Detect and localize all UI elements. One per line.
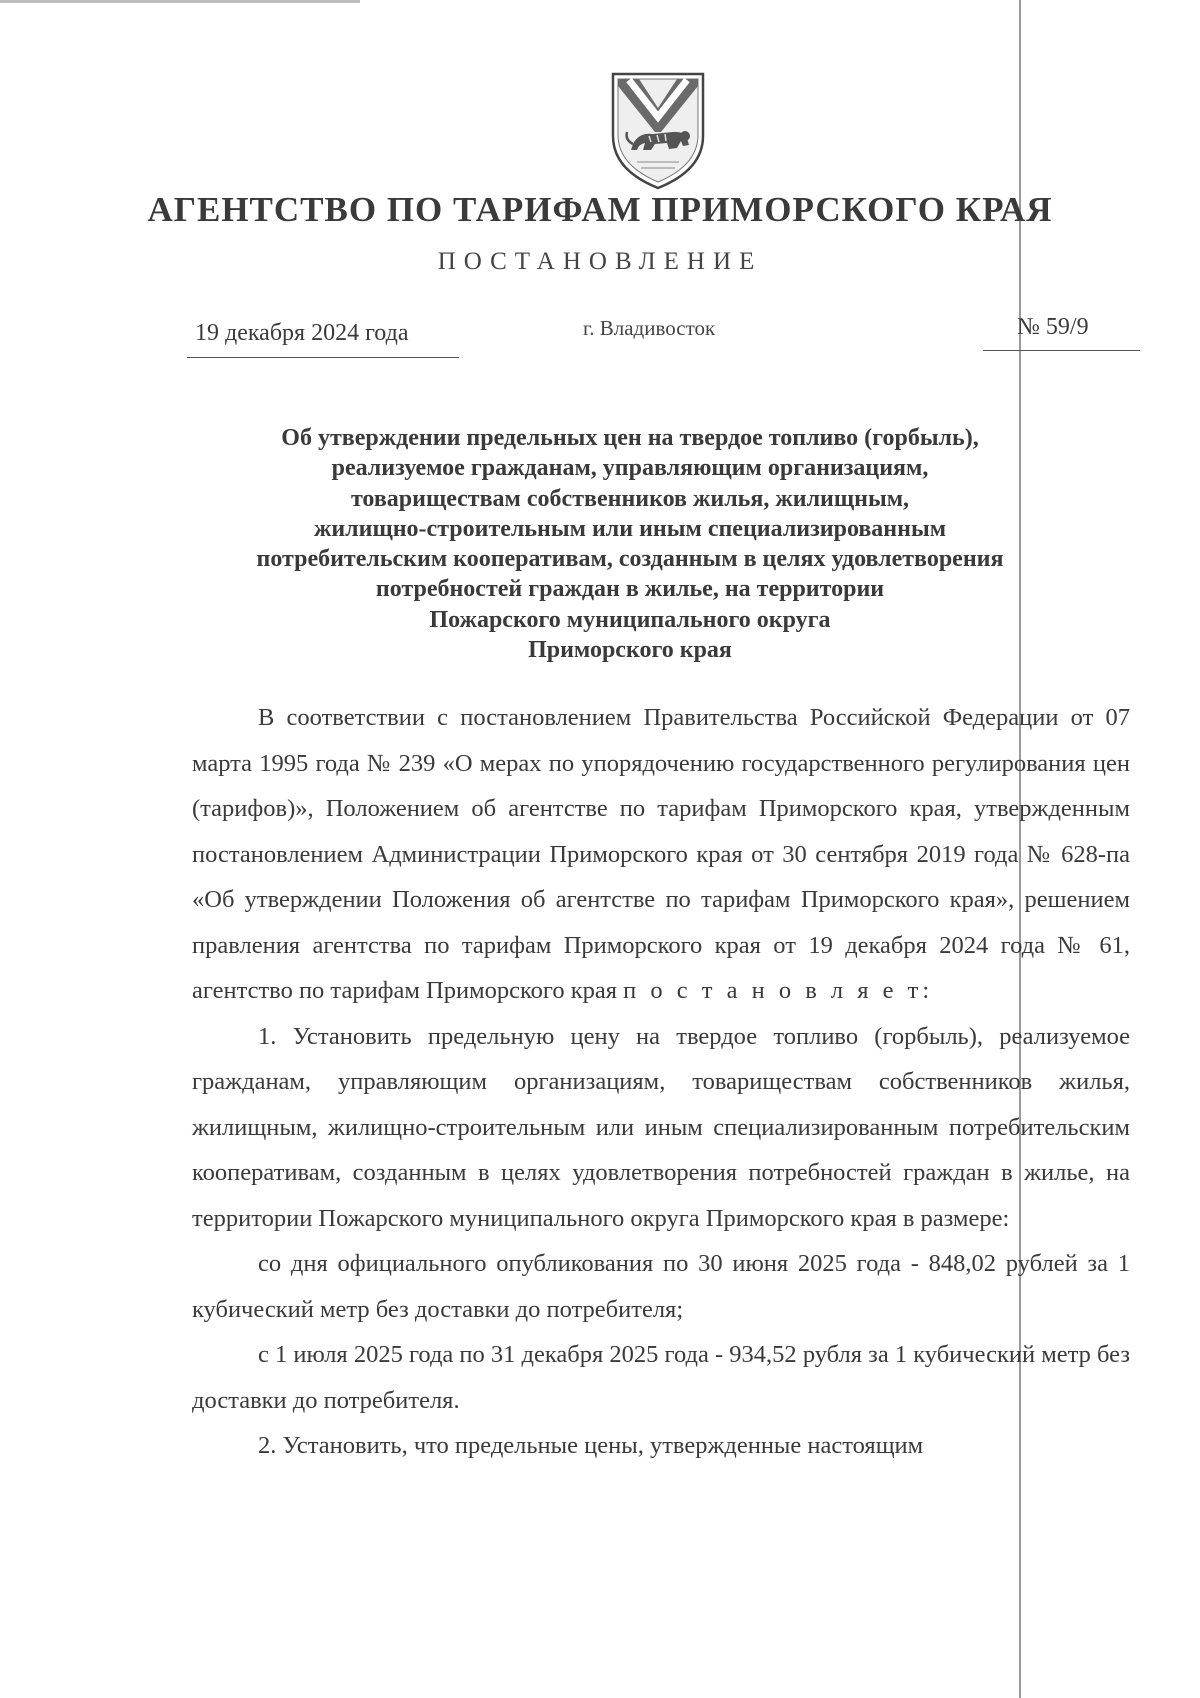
coat-of-arms-icon (609, 70, 707, 192)
subject-line: Пожарского муниципального округа (429, 606, 831, 633)
subject-line: реализуемое гражданам, управляющим организациям, (331, 455, 929, 482)
document-body (192, 695, 1130, 1469)
price-period-1: со дня официального опубликования по 30 июня 2025 года - 848,02 рублей за 1 кубический метр без доставки до потребителя; (192, 1250, 1130, 1323)
number-underline (983, 350, 1140, 351)
subject-line: потребительским кооперативам, созданным в целях удовлетворения (256, 546, 1004, 573)
document-type: ПОСТАНОВЛЕНИЕ (437, 248, 763, 275)
subject-line: Об утверждении предельных цен на твердое топливо (горбыль), (281, 425, 979, 451)
item-2-paragraph: 2. Установить, что предельные цены, утвержденные настоящим (258, 1432, 924, 1459)
subject-line: потребностей граждан в жилье, на территории (375, 576, 885, 603)
preamble-text: В соответствии с постановлением Правительства Российской Федерации от 07 марта 1995 года № 239 «О мерах по упорядочению государственного регулирования цен (тарифов)», Положением об агентстве по тарифам Приморского края, утвержденным постановлением Администрации Приморского края от 30 сентября 2019 года № 628-па «Об утверждении Положения об агентстве по тарифам Приморского края», решением правления агентства по тарифам Приморского края от 19 декабря 2024 года № 61, агентство по тарифам Приморского края (192, 704, 1130, 1004)
resolves-text: п о с т а н о в л я е т: (623, 977, 934, 1004)
coat-of-arms-emblem (609, 70, 707, 192)
document-city: г. Владивосток (583, 316, 716, 340)
document-date: 19 декабря 2024 года (195, 320, 409, 346)
item-1-paragraph: 1. Установить предельную цену на твердое топливо (горбыль), реализуемое гражданам, управляющим организациям, товариществам собственников жилья, жилищным, жилищно-строительным или иным специализированным потребительским кооперативам, созданным в целях удовлетворения потребностей граждан в жилье, на территории Пожарского муниципального округа Приморского края в размере: (192, 1022, 1130, 1232)
agency-title: АГЕНТСТВО ПО ТАРИФАМ ПРИМОРСКОГО КРАЯ (147, 190, 1053, 229)
date-underline (187, 357, 459, 358)
document-number: № 59/9 (1017, 314, 1089, 340)
price-period-2: с 1 июля 2025 года по 31 декабря 2025 года - 934,52 рубля за 1 кубический метр без доставки до потребителя. (192, 1341, 1130, 1414)
scan-edge-artifact (0, 0, 360, 3)
document-subject (200, 423, 1060, 665)
subject-line: товариществам собственников жилья, жилищным, (350, 485, 910, 512)
subject-line: жилищно-строительным или иным специализированным (313, 515, 947, 542)
preamble-paragraph (192, 695, 1130, 1014)
subject-line: Приморского края (528, 637, 732, 664)
